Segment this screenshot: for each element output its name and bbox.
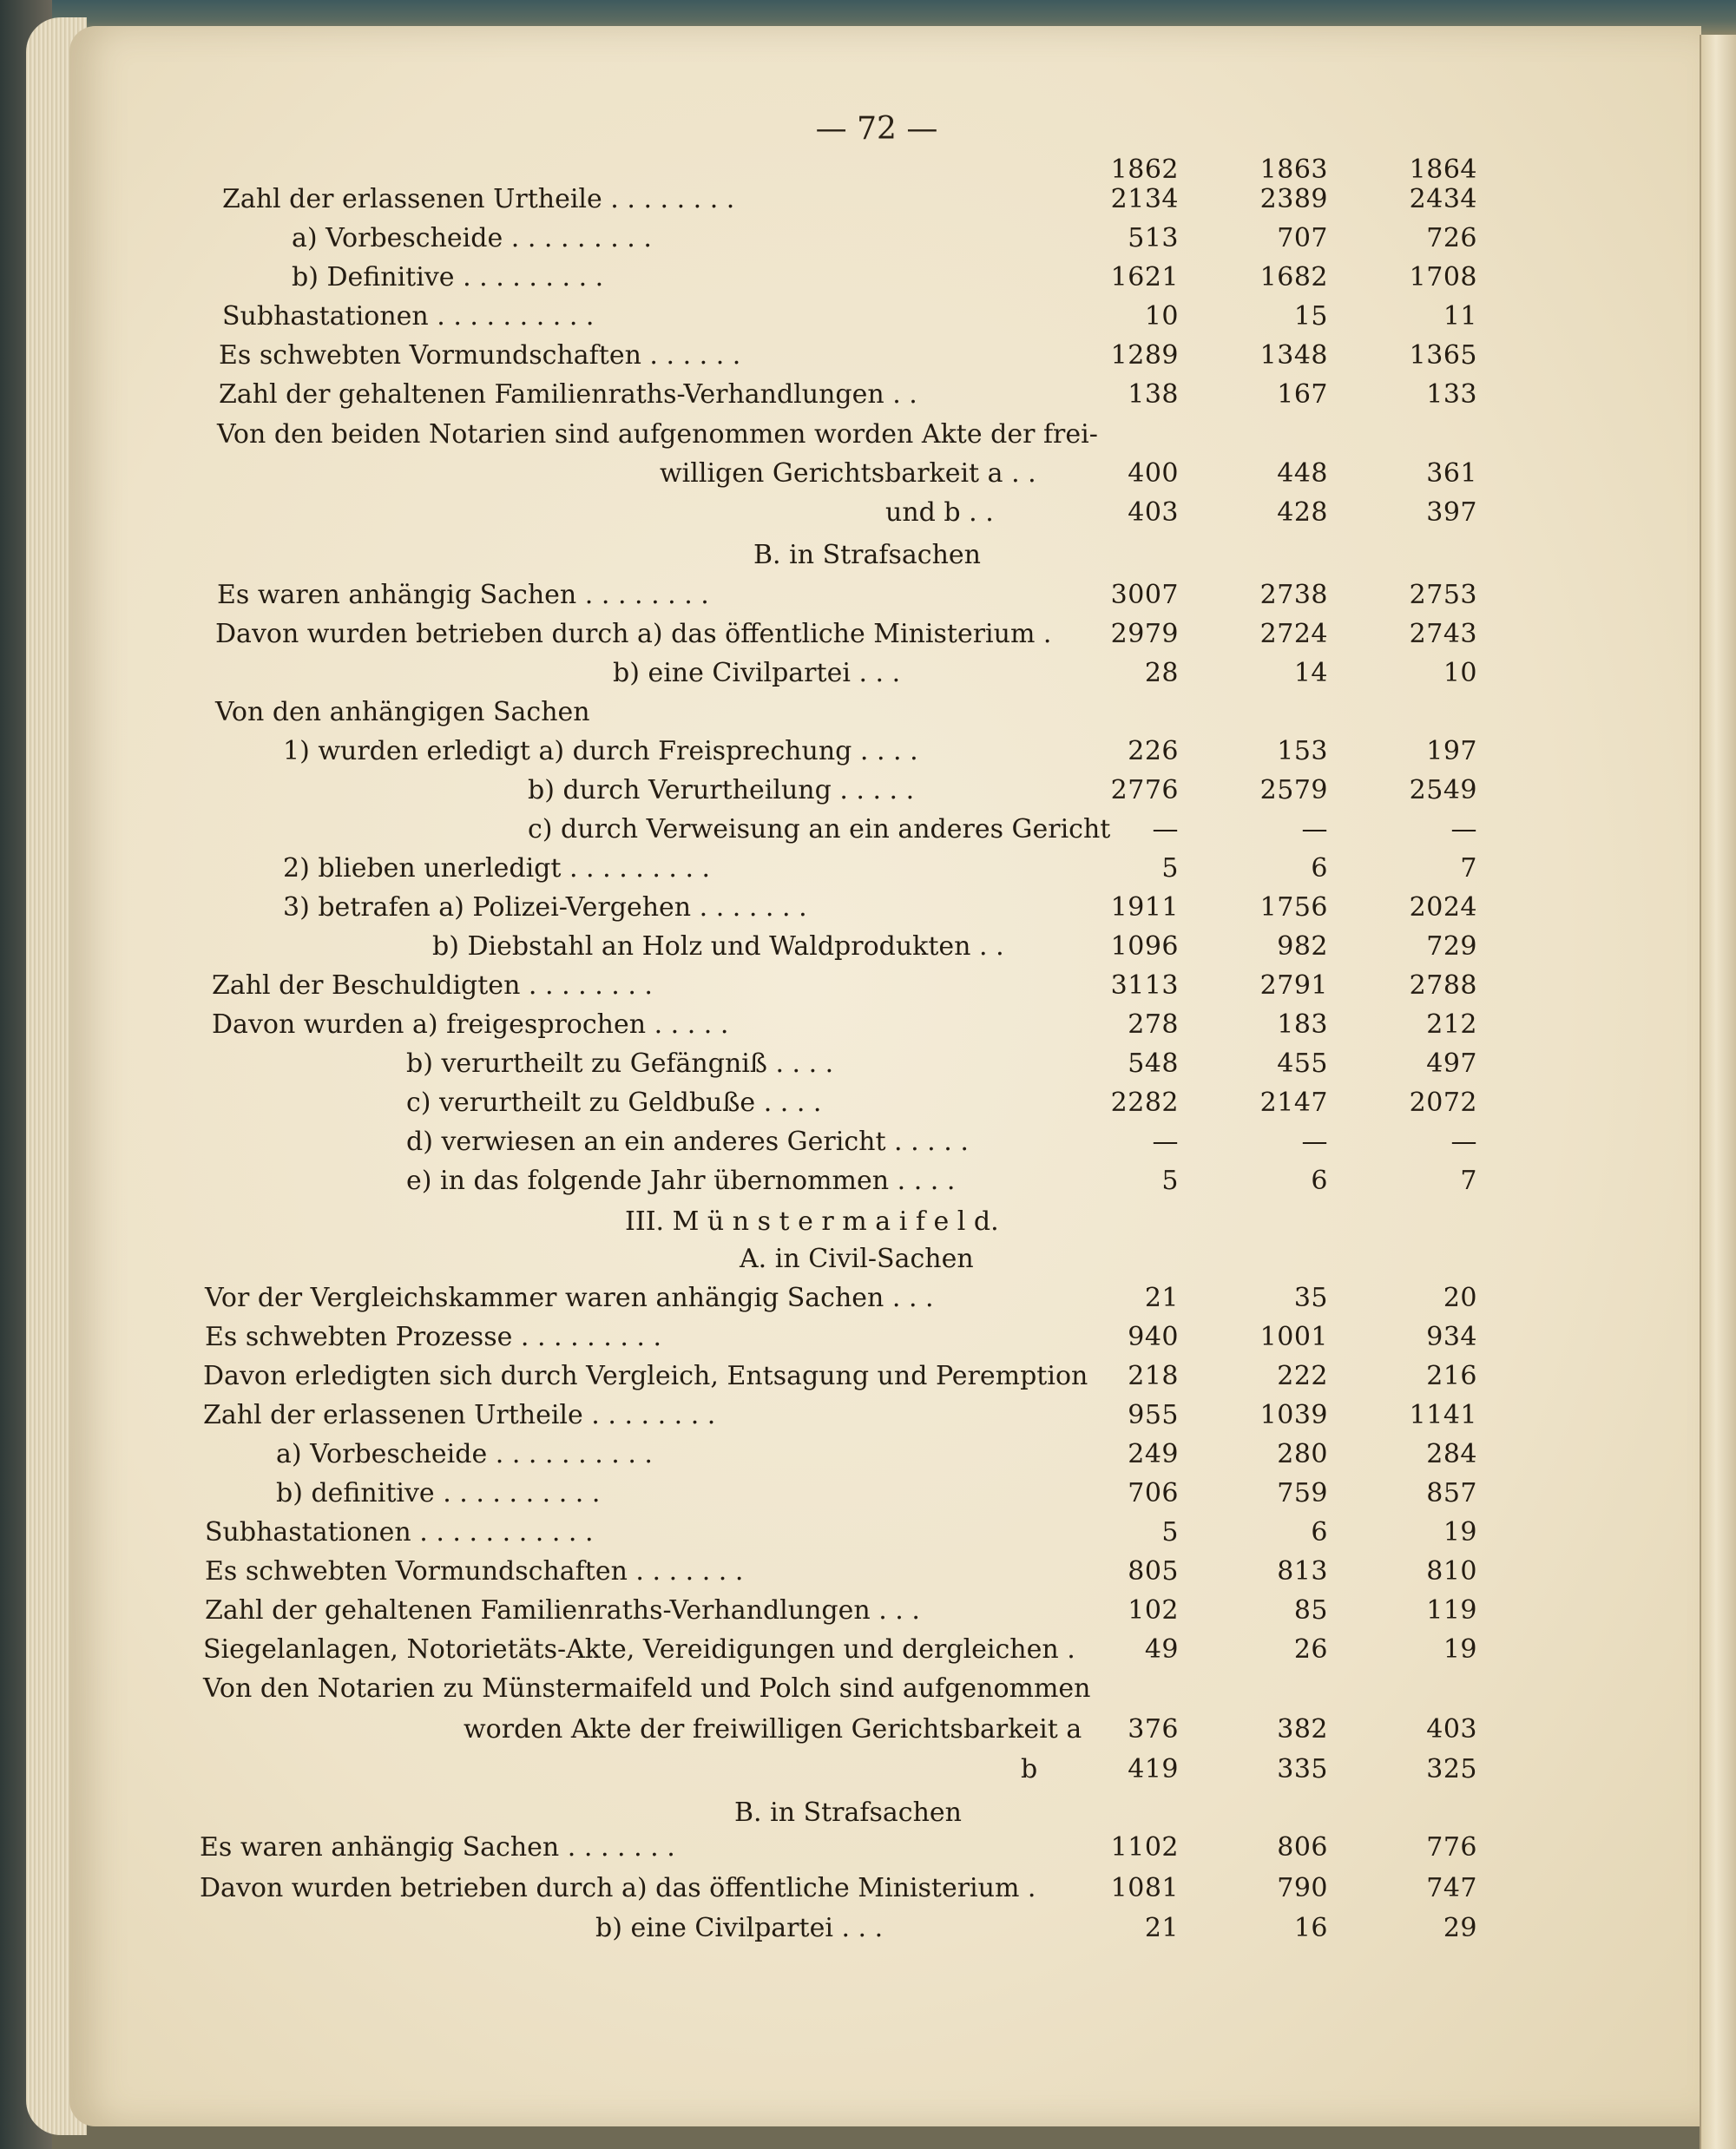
table-row (0, 853, 1545, 890)
row-label: Von den anhängigen Sachen (215, 697, 590, 727)
row-value-1864: 776 (1426, 1832, 1477, 1863)
row-value-1862: 5 (1161, 1517, 1179, 1548)
table-row (0, 892, 1545, 929)
next-page-edge (1700, 35, 1736, 2149)
table-row (0, 1832, 1545, 1869)
row-value-1864: 29 (1443, 1913, 1477, 1943)
row-value-1864: — (1450, 1127, 1477, 1157)
table-row (0, 1439, 1545, 1475)
row-label: Zahl der erlassenen Urtheile . . . . . . . . (203, 1400, 716, 1430)
row-label: willigen Gerichtsbarkeit a . . (660, 458, 1036, 489)
row-label: Zahl der gehaltenen Familienraths-Verhandlungen . . (219, 379, 917, 410)
row-value-1863: 167 (1277, 379, 1328, 410)
row-value-1864: 325 (1426, 1754, 1477, 1784)
row-value-1864: 1141 (1409, 1400, 1477, 1430)
row-value-1864: 2753 (1409, 580, 1477, 610)
row-value-1862: 2282 (1110, 1088, 1179, 1118)
row-label: b (1021, 1754, 1038, 1784)
row-value-1862: 955 (1128, 1400, 1179, 1430)
row-value-1864: 2434 (1409, 184, 1477, 214)
row-value-1863: 428 (1277, 497, 1328, 528)
section-title: B. in Strafsachen (753, 540, 981, 570)
table-row (0, 419, 1545, 456)
row-value-1863: 1682 (1259, 262, 1328, 292)
section-title: B. in Strafsachen (734, 1797, 962, 1828)
row-value-1863: 759 (1277, 1478, 1328, 1508)
row-value-1862: 2134 (1110, 184, 1179, 214)
row-value-1862: 419 (1128, 1754, 1179, 1784)
table-row (0, 1754, 1545, 1791)
row-value-1863: 448 (1277, 458, 1328, 489)
section-heading (0, 1797, 1545, 1834)
row-value-1864: 7 (1460, 853, 1477, 884)
row-label: Es schwebten Prozesse . . . . . . . . . (205, 1322, 661, 1352)
table-row (0, 736, 1545, 772)
row-label: Subhastationen . . . . . . . . . . (222, 301, 595, 332)
row-value-1864: 2072 (1409, 1088, 1477, 1118)
table-row (0, 619, 1545, 655)
table-row (0, 1048, 1545, 1085)
row-value-1862: 226 (1128, 736, 1179, 766)
table-row (0, 497, 1545, 534)
row-value-1863: 14 (1293, 658, 1328, 688)
row-label: e) in das folgende Jahr übernommen . . . . (406, 1166, 956, 1196)
table-row (0, 1400, 1545, 1436)
row-value-1864: 197 (1426, 736, 1477, 766)
row-value-1863: 707 (1277, 223, 1328, 253)
table-row (0, 775, 1545, 812)
row-value-1864: 2024 (1409, 892, 1477, 923)
row-label: 1) wurden erledigt a) durch Freisprechung . . . . (283, 736, 918, 766)
row-label: b) Definitive . . . . . . . . . (292, 262, 604, 292)
row-label: d) verwiesen an ein anderes Gericht . . . . . (406, 1127, 969, 1157)
row-label: Subhastationen . . . . . . . . . . . (205, 1517, 594, 1548)
row-value-1863: 1001 (1259, 1322, 1328, 1352)
row-label: und b . . (885, 497, 994, 528)
table-row (0, 1166, 1545, 1202)
row-value-1863: 280 (1277, 1439, 1328, 1469)
row-label: Es waren anhängig Sachen . . . . . . . (200, 1832, 675, 1863)
row-value-1862: — (1152, 814, 1179, 844)
district-title: III. M ü n s t e r m a i f e l d. (625, 1206, 999, 1237)
row-value-1862: 28 (1144, 658, 1179, 688)
row-label: Davon wurden betrieben durch a) das öffentliche Ministerium . (200, 1873, 1036, 1903)
row-value-1863: 6 (1311, 1517, 1328, 1548)
row-label: Davon wurden betrieben durch a) das öffentliche Ministerium . (215, 619, 1052, 649)
table-row (0, 580, 1545, 616)
row-value-1862: 400 (1128, 458, 1179, 489)
table-row (0, 1517, 1545, 1554)
row-value-1863: 35 (1293, 1283, 1328, 1313)
row-value-1862: 102 (1128, 1595, 1179, 1626)
table-row (0, 1714, 1545, 1751)
row-value-1864: 2788 (1409, 970, 1477, 1001)
row-value-1862: 5 (1161, 1166, 1179, 1196)
table-row (0, 458, 1545, 495)
row-value-1864: 729 (1426, 931, 1477, 962)
table-row (0, 1322, 1545, 1358)
table-row (0, 1088, 1545, 1124)
table-row (0, 1127, 1545, 1163)
row-value-1863: 2791 (1259, 970, 1328, 1001)
row-value-1862: 548 (1128, 1048, 1179, 1079)
row-value-1862: — (1152, 1127, 1179, 1157)
table-row (0, 1283, 1545, 1319)
row-value-1862: 1102 (1110, 1832, 1179, 1863)
row-value-1862: 21 (1144, 1283, 1179, 1313)
year-1862: 1862 (1110, 154, 1179, 185)
row-label: b) verurtheilt zu Gefängniß . . . . (406, 1048, 834, 1079)
row-value-1864: 2743 (1409, 619, 1477, 649)
row-value-1862: 706 (1128, 1478, 1179, 1508)
table-row (0, 658, 1545, 694)
row-value-1864: 133 (1426, 379, 1477, 410)
row-value-1863: 982 (1277, 931, 1328, 962)
table-row (0, 697, 1545, 733)
row-value-1864: 212 (1426, 1009, 1477, 1040)
row-value-1864: — (1450, 814, 1477, 844)
table-row (0, 379, 1545, 416)
row-label: Davon erledigten sich durch Vergleich, Entsagung und Peremption (203, 1361, 1088, 1391)
row-value-1863: 1039 (1259, 1400, 1328, 1430)
table-row (0, 1595, 1545, 1632)
district-heading (0, 1206, 1545, 1243)
row-value-1862: 376 (1128, 1714, 1179, 1745)
row-value-1862: 805 (1128, 1556, 1179, 1587)
table-row (0, 1556, 1545, 1593)
row-value-1863: 6 (1311, 1166, 1328, 1196)
row-label: Siegelanlagen, Notorietäts-Akte, Vereidigungen und dergleichen . (203, 1634, 1075, 1665)
row-value-1864: 726 (1426, 223, 1477, 253)
row-value-1862: 1911 (1110, 892, 1179, 923)
row-label: worden Akte der freiwilligen Gerichtsbarkeit a (464, 1714, 1082, 1745)
table-row (0, 223, 1545, 260)
row-label: Vor der Vergleichskammer waren anhängig Sachen . . . (205, 1283, 934, 1313)
row-value-1863: 16 (1293, 1913, 1328, 1943)
row-value-1862: 1289 (1110, 340, 1179, 371)
table-row (0, 1873, 1545, 1909)
row-value-1863: 1348 (1259, 340, 1328, 371)
row-value-1862: 1621 (1110, 262, 1179, 292)
table-row (0, 970, 1545, 1007)
row-value-1862: 218 (1128, 1361, 1179, 1391)
row-value-1862: 403 (1128, 497, 1179, 528)
table-row (0, 262, 1545, 299)
row-value-1863: 15 (1293, 301, 1328, 332)
row-value-1862: 10 (1144, 301, 1179, 332)
row-value-1862: 2776 (1110, 775, 1179, 805)
row-label: b) eine Civilpartei . . . (613, 658, 901, 688)
row-value-1863: 85 (1293, 1595, 1328, 1626)
row-value-1863: — (1301, 1127, 1328, 1157)
row-value-1862: 1096 (1110, 931, 1179, 962)
row-label: b) durch Verurtheilung . . . . . (528, 775, 915, 805)
row-value-1863: 6 (1311, 853, 1328, 884)
row-value-1864: 119 (1426, 1595, 1477, 1626)
row-value-1864: 20 (1443, 1283, 1477, 1313)
row-label: c) durch Verweisung an ein anderes Gericht (528, 814, 1111, 844)
row-value-1863: 1756 (1259, 892, 1328, 923)
row-value-1863: 335 (1277, 1754, 1328, 1784)
row-value-1864: 497 (1426, 1048, 1477, 1079)
row-label: a) Vorbescheide . . . . . . . . . . (276, 1439, 653, 1469)
page-number: — 72 — (815, 111, 938, 147)
row-value-1864: 2549 (1409, 775, 1477, 805)
row-value-1864: 747 (1426, 1873, 1477, 1903)
row-value-1864: 19 (1443, 1517, 1477, 1548)
row-label: Zahl der erlassenen Urtheile . . . . . . . . (222, 184, 735, 214)
row-value-1863: 2724 (1259, 619, 1328, 649)
year-1864: 1864 (1409, 154, 1477, 185)
row-label: a) Vorbescheide . . . . . . . . . (292, 223, 652, 253)
row-label: Von den beiden Notarien sind aufgenommen worden Akte der frei- (217, 419, 1098, 450)
row-value-1864: 11 (1443, 301, 1477, 332)
row-value-1864: 810 (1426, 1556, 1477, 1587)
year-1863: 1863 (1259, 154, 1328, 185)
table-row (0, 301, 1545, 338)
table-row (0, 1673, 1545, 1710)
row-label: Von den Notarien zu Münstermaifeld und Polch sind aufgenommen (203, 1673, 1091, 1704)
row-label: b) eine Civilpartei . . . (595, 1913, 884, 1943)
section-title: A. in Civil-Sachen (740, 1244, 974, 1274)
row-value-1862: 940 (1128, 1322, 1179, 1352)
row-value-1862: 1081 (1110, 1873, 1179, 1903)
row-label: 3) betrafen a) Polizei-Vergehen . . . . . . . (283, 892, 807, 923)
row-value-1863: 455 (1277, 1048, 1328, 1079)
row-label: Es waren anhängig Sachen . . . . . . . . (217, 580, 709, 610)
row-value-1862: 513 (1128, 223, 1179, 253)
row-label: Es schwebten Vormundschaften . . . . . . . (205, 1556, 744, 1587)
row-value-1863: 2738 (1259, 580, 1328, 610)
row-label: 2) blieben unerledigt . . . . . . . . . (283, 853, 711, 884)
row-value-1864: 216 (1426, 1361, 1477, 1391)
row-value-1864: 403 (1426, 1714, 1477, 1745)
row-value-1864: 397 (1426, 497, 1477, 528)
row-label: b) Diebstahl an Holz und Waldprodukten . . (432, 931, 1004, 962)
table-row (0, 1634, 1545, 1671)
table-row (0, 814, 1545, 851)
table-row (0, 1361, 1545, 1397)
row-value-1864: 1708 (1409, 262, 1477, 292)
row-value-1864: 1365 (1409, 340, 1477, 371)
row-value-1863: 26 (1293, 1634, 1328, 1665)
row-value-1863: 790 (1277, 1873, 1328, 1903)
row-value-1862: 49 (1144, 1634, 1179, 1665)
table-row (0, 1913, 1545, 1949)
row-value-1863: 222 (1277, 1361, 1328, 1391)
row-value-1864: 10 (1443, 658, 1477, 688)
row-value-1863: — (1301, 814, 1328, 844)
row-value-1862: 3007 (1110, 580, 1179, 610)
row-label: Davon wurden a) freigesprochen . . . . . (212, 1009, 729, 1040)
row-value-1864: 857 (1426, 1478, 1477, 1508)
row-value-1864: 7 (1460, 1166, 1477, 1196)
row-value-1863: 2389 (1259, 184, 1328, 214)
row-value-1862: 2979 (1110, 619, 1179, 649)
table-row (0, 1478, 1545, 1515)
row-value-1863: 2579 (1259, 775, 1328, 805)
row-value-1862: 278 (1128, 1009, 1179, 1040)
table-row (0, 1009, 1545, 1046)
row-value-1863: 183 (1277, 1009, 1328, 1040)
row-value-1862: 249 (1128, 1439, 1179, 1469)
row-value-1863: 2147 (1259, 1088, 1328, 1118)
row-value-1863: 806 (1277, 1832, 1328, 1863)
row-value-1862: 3113 (1110, 970, 1179, 1001)
table-row (0, 931, 1545, 968)
row-label: Zahl der gehaltenen Familienraths-Verhandlungen . . . (205, 1595, 920, 1626)
row-value-1863: 153 (1277, 736, 1328, 766)
table-row (0, 340, 1545, 377)
row-value-1864: 19 (1443, 1634, 1477, 1665)
row-value-1864: 361 (1426, 458, 1477, 489)
row-value-1863: 813 (1277, 1556, 1328, 1587)
row-label: Es schwebten Vormundschaften . . . . . . (219, 340, 741, 371)
row-label: c) verurtheilt zu Geldbuße . . . . (406, 1088, 822, 1118)
row-value-1863: 382 (1277, 1714, 1328, 1745)
row-label: b) definitive . . . . . . . . . . (276, 1478, 601, 1508)
row-value-1864: 284 (1426, 1439, 1477, 1469)
section-heading (0, 1244, 1545, 1280)
row-value-1862: 21 (1144, 1913, 1179, 1943)
row-label: Zahl der Beschuldigten . . . . . . . . (212, 970, 653, 1001)
row-value-1862: 138 (1128, 379, 1179, 410)
row-value-1862: 5 (1161, 853, 1179, 884)
section-heading (0, 540, 1545, 576)
table-row (0, 184, 1545, 220)
row-value-1864: 934 (1426, 1322, 1477, 1352)
